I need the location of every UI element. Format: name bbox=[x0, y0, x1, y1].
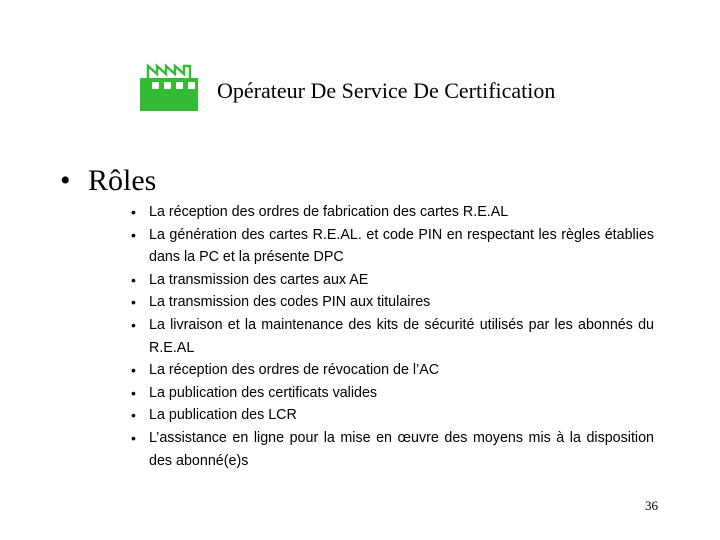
list-item bbox=[130, 291, 654, 314]
list-item-text: La réception des ordres de fabrication des cartes R.E.AL bbox=[149, 204, 509, 220]
list-item bbox=[130, 382, 654, 405]
bullet-icon: • bbox=[131, 271, 136, 288]
list-item bbox=[130, 359, 654, 382]
list-item bbox=[130, 224, 654, 269]
bullet-icon: • bbox=[131, 429, 136, 446]
list-item-text: La réception des ordres de révocation de l’AC bbox=[149, 362, 440, 379]
page-title: Opérateur De Service De Certification bbox=[217, 78, 556, 103]
bullet-icon: • bbox=[131, 204, 136, 220]
list-item-text: La publication des LCR bbox=[149, 407, 297, 424]
list-item-text: La génération des cartes R.E.AL. et code PIN en respectant les règles établies dans la PC et la présente DPC bbox=[149, 226, 654, 266]
bullet-icon: • bbox=[131, 294, 136, 311]
list-item bbox=[130, 201, 654, 224]
bullet-icon: • bbox=[131, 407, 136, 424]
page-number: 36 bbox=[645, 498, 658, 513]
bullet-icon: • bbox=[131, 316, 136, 333]
bullet-icon: • bbox=[131, 226, 136, 243]
roles-list bbox=[130, 201, 654, 472]
list-item bbox=[130, 427, 654, 472]
factory-icon bbox=[138, 60, 200, 112]
list-item-text: La transmission des cartes aux AE bbox=[149, 271, 369, 288]
list-item-text: L’assistance en ligne pour la mise en œuvre des moyens mis à la disposition des abonné(e)s bbox=[149, 429, 654, 469]
list-item-text: La transmission des codes PIN aux titulaires bbox=[149, 294, 431, 311]
bullet-icon: • bbox=[131, 384, 136, 401]
list-item bbox=[130, 404, 654, 427]
heading-bullet: • bbox=[60, 164, 71, 197]
list-item bbox=[130, 269, 654, 292]
section-heading: Rôles bbox=[88, 164, 157, 197]
bullet-icon: • bbox=[131, 362, 136, 379]
list-item-text: La livraison et la maintenance des kits de sécurité utilisés par les abonnés du R.E.AL bbox=[149, 316, 654, 356]
list-item bbox=[130, 314, 654, 359]
list-item-text: La publication des certificats valides bbox=[149, 384, 378, 401]
